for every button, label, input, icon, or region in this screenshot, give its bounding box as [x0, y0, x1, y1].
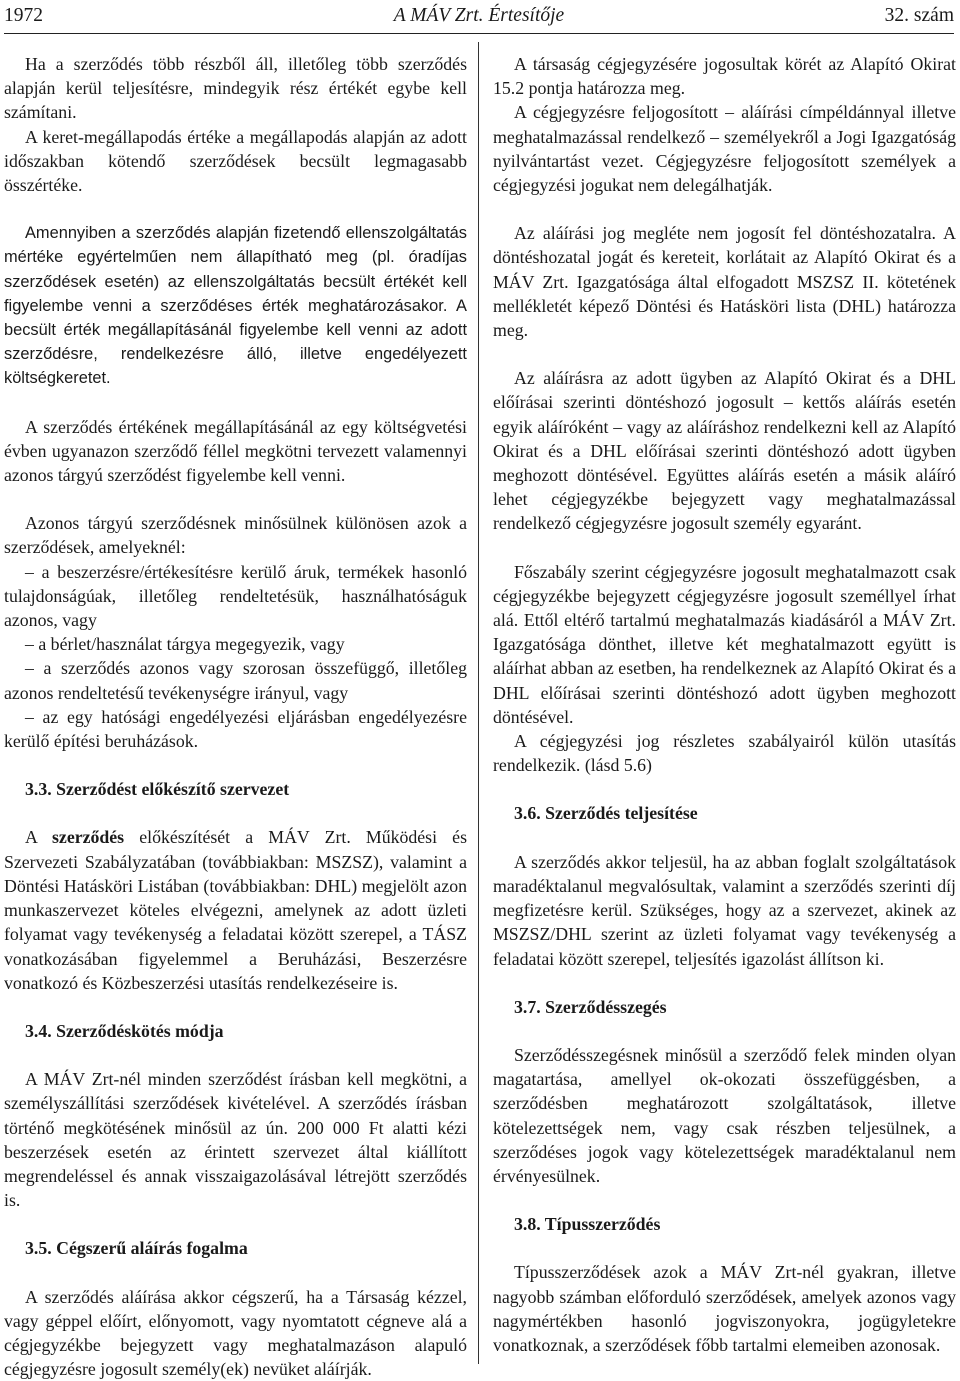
page-header — [4, 0, 954, 34]
text-run: A — [25, 827, 53, 848]
paragraph: Szerződésszegésnek minősül a szerződő felek minden olyan magatartása, amellyel ok-okozati összefüggésben, a szerződésben meghatározott szolgáltatások, illetve kötelezettségek nem, vagy csak részben teljesülnek, a szerződéses jogok vagy kötelezettségek maradéktalanul nem érvényesülnek. — [493, 1044, 956, 1186]
list-item: – a beszerzésre/értékesítésre kerülő áruk, termékek hasonló tulajdonságúak, illetőleg rendeltetésük, használhatóságuk azonos, vagy — [4, 561, 467, 631]
section-heading: 3.4. Szerződéskötés módja — [25, 1020, 224, 1041]
issue-number: 32. szám — [884, 5, 954, 26]
section-heading: 3.8. Típusszerződés — [514, 1214, 661, 1235]
paragraph: Amennyiben a szerződés alapján fizetendő ellenszolgáltatás mértéke egyértelműen nem állapítható meg (pl. óradíjas szerződések esetén) az ellenszolgáltatás becsült értékét kell figyelembe venni a szerződéses érték meghatározásakor. A becsült érték megállapításánál figyelembe kell venni az adott szerződésre, rendelkezésre álló, illetve engedélyezett költségkeretet. — [4, 224, 467, 388]
journal-title: A MÁV Zrt. Értesítője — [393, 5, 565, 26]
section-heading: 3.5. Cégszerű aláírás fogalma — [25, 1238, 248, 1259]
left-column — [4, 52, 467, 1381]
text-run: előkészítését a MÁV Zrt. Működési és Szervezeti Szabályzatában (továbbiakban: MSZSZ), valamint a Döntési Hatásköri Listában (továbbiakban: DHL) megjelölt azon munkaszervezet köteles elvégezni, amelynek az adott üzleti folyamat vagy tevékenység a feladatai között szerepel, a TÁSZ vonatkozásában figyelemmel a Beruházási, Beszerzésre vonatkozó és Közbeszerzési utasítás rendelkezéseire is. — [4, 827, 467, 993]
page-number: 1972 — [4, 5, 43, 26]
paragraph: A cégjegyzésre feljogosított – aláírási címpéldánnyal illetve meghatalmazással rendelkező – személyekről a Jogi Igazgatóság nyilvántartást vezet. Cégjegyzésre feljogosított személyek a cégjegyzési jogukat nem delegálhatják. — [493, 102, 956, 196]
paragraph: Típusszerződések azok a MÁV Zrt-nél gyakran, illetve nagyobb számban előforduló szerződések, amelyek azonos vagy nagymértékben hasonló jogviszonyokra, jogügyletekre vonatkoznak, a szerződések főbb tartalmi elemeiben azonosak. — [493, 1262, 956, 1355]
paragraph: Az aláírásra az adott ügyben az Alapító Okirat és a DHL előírásai szerinti döntéshozó jogosult – kettős aláírás esetén egyik aláíróként – vagy az aláíráshoz rendelkezni kell az Alapító Okirat és a DHL előírásai szerinti döntéshozó adott ügyben meghozott döntésével. Együttes aláírás esetén a másik aláíró lehet cégjegyzékbe bejegyzett vagy meghatalmazással rendelkező cégjegyzésre jogosult személy egyaránt. — [493, 368, 956, 534]
right-column — [493, 52, 956, 1357]
paragraph: A szerződés aláírása akkor cégszerű, ha a Társaság kézzel, vagy géppel előírt, előnyomott, vagy nyomtatott cégneve alá a cégjegyzékbe bejegyzett vagy meghatalmazáson alapuló cégjegyzésre jogosult személy(ek) nevüket aláírják. — [4, 1286, 467, 1380]
section-heading: 3.3. Szerződést előkészítő szervezet — [25, 779, 290, 800]
paragraph: Azonos tárgyú szerződésnek minősülnek különösen azok a szerződések, amelyeknél: — [4, 513, 467, 558]
paragraph: A cégjegyzési jog részletes szabályairól külön utasítás rendelkezik. (lásd 5.6) — [493, 731, 956, 776]
paragraph: A szerződés akkor teljesül, ha az abban foglalt szolgáltatások maradéktalanul megvalósultak, valamint a szerződés szerinti díj megfizetésre kerül. Szükséges, hogy az a szervezet, akinek az MSZSZ/DHL szerint az üzleti folyamat vagy tevékenység a feladatai között szerepel, teljesítés igazolást állítson ki. — [493, 851, 956, 969]
list-item: – a bérlet/használat tárgya megegyezik, vagy — [25, 634, 345, 655]
paragraph: A MÁV Zrt-nél minden szerződést írásban kell megkötni, a személyszállítási szerződések kivételével. A szerződés írásban történő megkötésének minősül az ún. 200 000 Ft alatti kézi beszerzések esetén az érintett szervezet által kiállított megrendeléssel és annak visszaigazolásával létrejött szerződés is. — [4, 1069, 467, 1211]
section-heading: 3.7. Szerződésszegés — [514, 996, 667, 1017]
section-heading: 3.6. Szerződés teljesítése — [514, 803, 698, 824]
list-item: – a szerződés azonos vagy szorosan összefüggő, illetőleg azonos rendeltetésű tevékenységre irányul, vagy — [4, 658, 467, 703]
paragraph: Az aláírási jog megléte nem jogosít fel döntéshozatalra. A döntéshozatal jogát és kereteit, korlátait az Alapító Okirat és a MÁV Zrt. Igazgatósága által elfogadott MSZSZ II. kötetének mellékletét képező Döntési és Hatásköri lista (DHL) határozza meg. — [493, 223, 956, 341]
paragraph: A társaság cégjegyzésére jogosultak körét az Alapító Okirat 15.2 pontja határozza meg. — [493, 54, 956, 99]
paragraph: Ha a szerződés több részből áll, illetőleg több szerződés alapján kerül teljesítésre, mindegyik rész értékét egybe kell számítani. — [4, 54, 467, 123]
paragraph: A keret-megállapodás értéke a megállapodás alapján az adott időszakban kötendő szerződések becsült legmagasabb összértéke. — [4, 126, 467, 196]
paragraph: Főszabály szerint cégjegyzésre jogosult meghatalmazott csak cégjegyzékbe bejegyzett cégjegyzésre jogosult személlyel írhat alá. Ettől eltérő tartalmú meghatalmazás kiadásáról a MÁV Zrt. Igazgatósága dönthet, illetve két meghatalmazott együtt is aláírhat abban az esetben, ha rendelkeznek az Alapító Okirat és a DHL előírásai szerinti döntéshozó adott ügyben meghozott döntésével. — [493, 561, 956, 727]
bold-term: szerződés — [52, 827, 125, 848]
paragraph: A szerződés értékének megállapításánál az egy költségvetési évben ugyanazon szerződő féllel megkötni tervezett valamennyi azonos tárgyú szerződést figyelembe kell venni. — [4, 416, 467, 486]
list-item: – az egy hatósági engedélyezési eljárásban engedélyezésre kerülő építési beruházások. — [4, 706, 467, 752]
column-divider — [478, 42, 479, 1364]
paragraph — [4, 825, 467, 994]
